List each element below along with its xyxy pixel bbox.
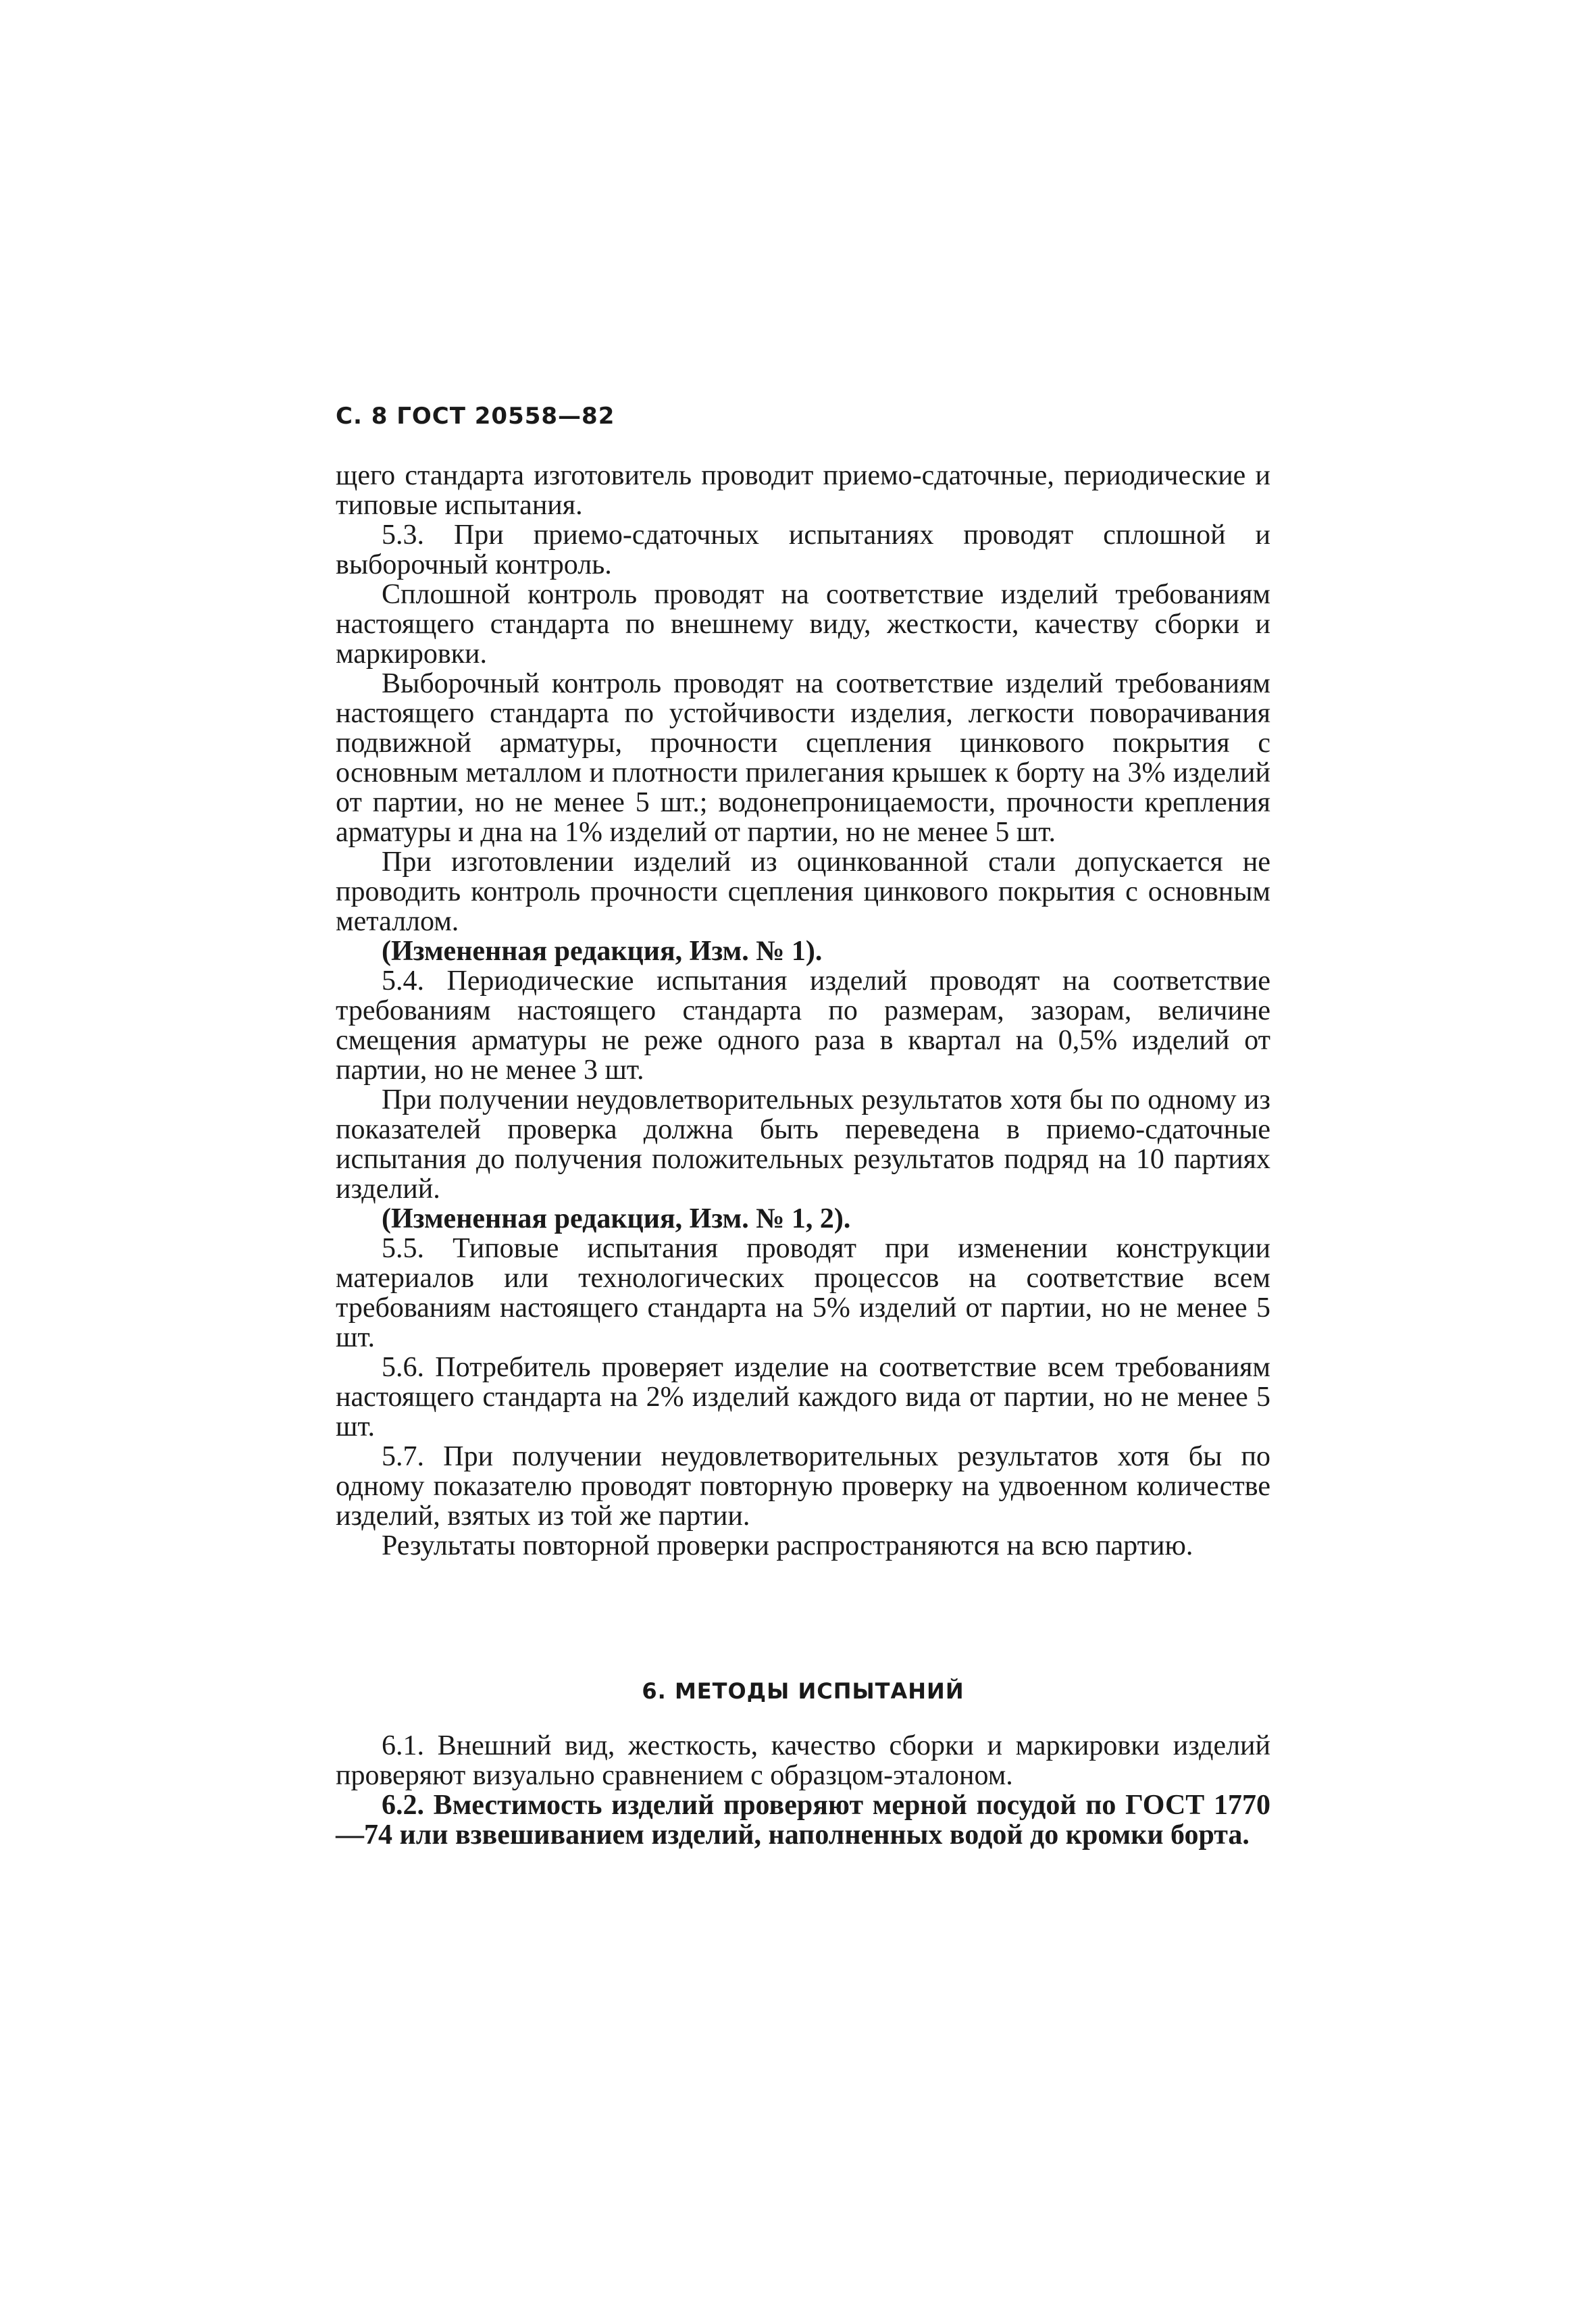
amendment-note-2: (Измененная редакция, Изм. № 1, 2). (382, 1203, 851, 1234)
paragraph-5-5: 5.5. Типовые испытания проводят при изменении конструкции материалов или технологических процессов на соответствие всем требованиям настоящего стандарта на 5% изделий от партии, но не менее 5 шт. (336, 1233, 1270, 1353)
section-title: 6. МЕТОДЫ ИСПЫТАНИЙ (642, 1678, 964, 1704)
amendment-note-1: (Измененная редакция, Изм. № 1). (382, 936, 823, 967)
paragraph-unsatisfactory: При получении неудовлетворительных результатов хотя бы по одному из показателей проверка должна быть переведена в приемо-сдаточные испытания до получения положительных результатов подряд на 10 партиях изделий. (336, 1084, 1270, 1205)
section6-body (336, 1731, 1270, 1850)
paragraph-5-4: 5.4. Периодические испытания изделий проводят на соответствие требованиям настоящего стандарта по размерам, зазорам, величине смещения арматуры не реже одного раза в квартал на 0,5% изделий от партии, но не менее 3 шт. (336, 965, 1270, 1086)
paragraph-full-control: Сплошной контроль проводят на соответствие изделий требованиям настоящего стандарта по внешнему виду, жесткости, качеству сборки и маркировки. (336, 579, 1270, 670)
paragraph-5-3: 5.3. При приемо-сдаточных испытаниях проводят сплошной и выборочный контроль. (336, 520, 1270, 580)
paragraph-results: Результаты повторной проверки распространяются на всю партию. (382, 1530, 1193, 1561)
section5-body (336, 461, 1270, 1561)
paragraph-5-7: 5.7. При получении неудовлетворительных результатов хотя бы по одному показателю проводят повторную проверку на удвоенном количестве изделий, взятых из той же партии. (336, 1441, 1270, 1532)
paragraph-6-2: 6.2. Вместимость изделий проверяют мерной посудой по ГОСТ 1770—74 или взвешиванием изделий, наполненных водой до кромки борта. (336, 1790, 1270, 1851)
page-header: С. 8 ГОСТ 20558—82 (336, 403, 615, 430)
paragraph-sample-control: Выборочный контроль проводят на соответствие изделий требованиям настоящего стандарта по устойчивости изделия, легкости поворачивания подвижной арматуры, прочности сцепления цинкового покрытия с основным металлом и плотности прилегания крышек к борту на 3% изделий от партии, но не менее 5 шт.; водонепроницаемости, прочности крепления арматуры и дна на 1% изделий от партии, но не менее 5 шт. (336, 668, 1270, 848)
paragraph-galvanized: При изготовлении изделий из оцинкованной стали допускается не проводить контроль прочности сцепления цинкового покрытия с основным металлом. (336, 847, 1270, 937)
paragraph-continuation: щего стандарта изготовитель проводит приемо-сдаточные, периодические и типовые испытания. (336, 460, 1270, 521)
paragraph-6-1: 6.1. Внешний вид, жесткость, качество сборки и маркировки изделий проверяют визуально сравнением с образцом-эталоном. (336, 1730, 1270, 1791)
paragraph-5-6: 5.6. Потребитель проверяет изделие на соответствие всем требованиям настоящего стандарта на 2% изделий каждого вида от партии, но не менее 5 шт. (336, 1352, 1270, 1442)
